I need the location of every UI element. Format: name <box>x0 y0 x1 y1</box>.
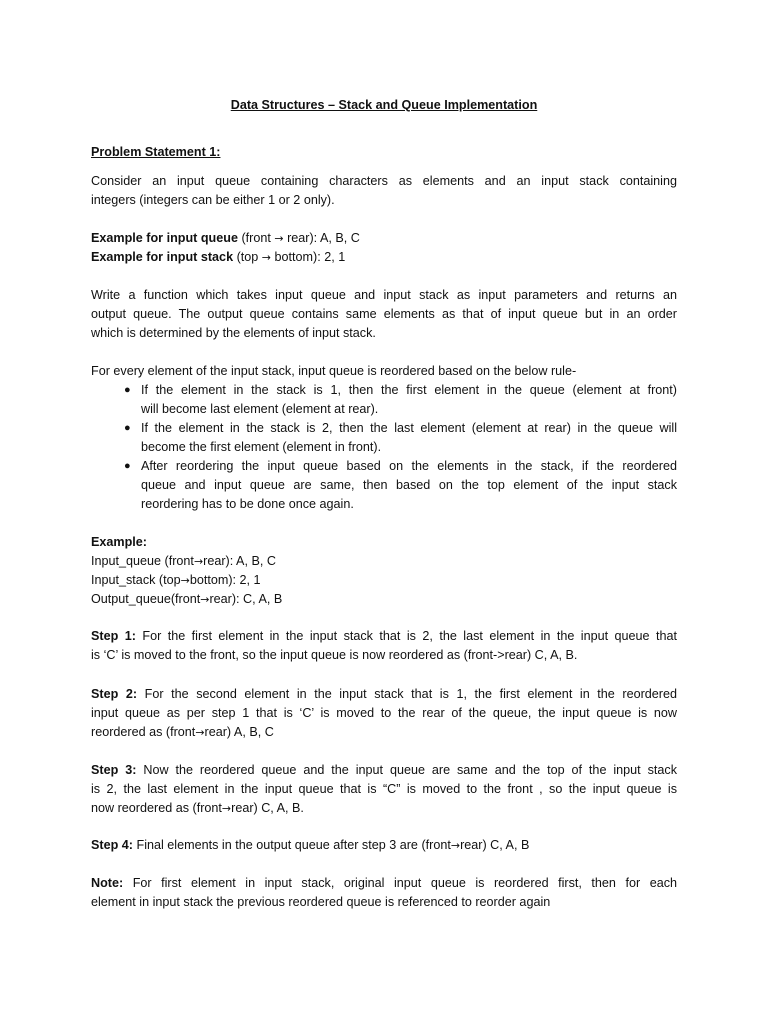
rule-intro-line: For every element of the input stack, input queue is reordered based on the below rule- <box>91 364 577 378</box>
arrow-icon: → <box>274 232 284 245</box>
bullet-icon: ● <box>124 422 131 434</box>
example-stack-pre: (top <box>233 250 262 264</box>
step-3-text: Now the reordered queue and the input queue are same and the top of the input stack <box>136 763 677 777</box>
step-2-line <box>91 685 677 704</box>
function-line: Write a function which takes input queue and input stack as input parameters and returns an <box>91 288 677 302</box>
note-line: element in input stack the previous reordered queue is referenced to reorder again <box>91 895 551 909</box>
output-queue-line <box>91 590 677 609</box>
step-1-line <box>91 627 677 646</box>
example-heading-text: Example: <box>91 535 147 549</box>
output-queue-post: rear): C, A, B <box>209 592 283 606</box>
rule-line: reordering has to be done once again. <box>141 497 354 511</box>
rule-line: If the element in the stack is 1, then the first element in the queue (element at front) <box>141 383 677 397</box>
intro-paragraph <box>91 172 677 210</box>
bullet-icon: ● <box>124 384 131 396</box>
example-stack-line <box>91 248 677 267</box>
input-stack-post: bottom): 2, 1 <box>189 573 261 587</box>
output-queue-pre: Output_queue(front <box>91 592 201 606</box>
step-3-last-pre: now reordered as (front <box>91 801 222 815</box>
step-2-line <box>91 723 677 742</box>
step-2-last-post: rear) A, B, C <box>204 725 274 739</box>
input-stack-line <box>91 571 677 590</box>
intro-line: Consider an input queue containing characters as elements and an input stack containing <box>91 174 677 188</box>
step-4-line <box>91 836 677 855</box>
step-3 <box>91 761 677 818</box>
document-title: Data Structures – Stack and Queue Implementation <box>230 98 538 112</box>
list-item <box>91 457 677 514</box>
arrow-icon: → <box>200 593 210 606</box>
rule-line: queue and input queue are same, then based on the top element of the input stack <box>141 478 677 492</box>
document-page <box>91 96 677 909</box>
rule-intro <box>91 362 677 381</box>
example-definitions <box>91 229 677 267</box>
note-label: Note: <box>91 876 124 890</box>
rule-line: If the element in the stack is 2, then the last element (element at rear) in the queue will <box>141 421 677 435</box>
step-1-label: Step 1: <box>91 629 136 643</box>
note <box>91 874 677 912</box>
list-item <box>91 381 677 419</box>
input-queue-pre: Input_queue (front <box>91 554 194 568</box>
example-stack-label: Example for input stack <box>91 250 234 264</box>
note-text: For first element in input stack, original input queue is reordered first, then for each <box>123 876 677 890</box>
problem-heading: Problem Statement 1: <box>91 145 221 159</box>
intro-line: integers (integers can be either 1 or 2 only). <box>91 193 335 207</box>
step-2-line: input queue as per step 1 that is ‘C’ is moved to the rear of the queue, the input queue is now <box>91 706 677 720</box>
step-2-last-pre: reordered as (front <box>91 725 196 739</box>
list-item <box>91 419 677 457</box>
step-3-line <box>91 799 677 818</box>
function-description <box>91 286 677 343</box>
step-4 <box>91 836 677 855</box>
arrow-icon: → <box>180 574 190 587</box>
step-4-post: rear) C, A, B <box>460 838 530 852</box>
note-line <box>91 874 677 893</box>
arrow-icon: → <box>221 802 232 815</box>
example-queue-line <box>91 229 677 248</box>
example-heading <box>91 533 677 552</box>
example-queue-pre: (front <box>237 231 275 245</box>
step-4-label: Step 4: <box>91 838 133 852</box>
step-3-label: Step 3: <box>91 763 137 777</box>
arrow-icon: → <box>450 839 461 852</box>
example-stack-post: bottom): 2, 1 <box>271 250 346 264</box>
arrow-icon: → <box>193 555 204 568</box>
example-queue-label: Example for input queue <box>91 231 238 245</box>
rule-line: become the first element (element in front). <box>141 440 382 454</box>
step-1-line: is ‘C’ is moved to the front, so the input queue is now reordered as (front->rear) C, A, B. <box>91 648 578 662</box>
rules-list <box>91 381 677 514</box>
arrow-icon: → <box>195 726 205 739</box>
example-queue-post: rear): A, B, C <box>283 231 360 245</box>
input-queue-line <box>91 552 677 571</box>
function-line: which is determined by the elements of input stack. <box>91 326 376 340</box>
step-1-text: For the first element in the input stack that is 2, the last element in the input queue that <box>135 629 677 643</box>
step-1 <box>91 627 677 665</box>
example-block <box>91 533 677 609</box>
arrow-icon: → <box>261 251 271 264</box>
rule-line: will become last element (element at rear). <box>141 402 379 416</box>
rule-line: After reordering the input queue based on the elements in the stack, if the reordered <box>141 459 677 473</box>
function-line: output queue. The output queue contains same elements as that of input queue but in an order <box>91 307 677 321</box>
step-3-last-post: rear) C, A, B. <box>231 801 304 815</box>
step-2-text: For the second element in the input stack that is 1, the first element in the reordered <box>137 687 677 701</box>
step-3-line: is 2, the last element in the input queue that is “C” is moved to the front , so the input queue is <box>91 782 677 796</box>
step-4-pre: Final elements in the output queue after step 3 are (front <box>133 838 451 852</box>
input-queue-post: rear): A, B, C <box>203 554 276 568</box>
step-2 <box>91 685 677 742</box>
step-2-label: Step 2: <box>91 687 138 701</box>
input-stack-pre: Input_stack (top <box>91 573 181 587</box>
step-3-line <box>91 761 677 780</box>
bullet-icon: ● <box>124 460 131 472</box>
